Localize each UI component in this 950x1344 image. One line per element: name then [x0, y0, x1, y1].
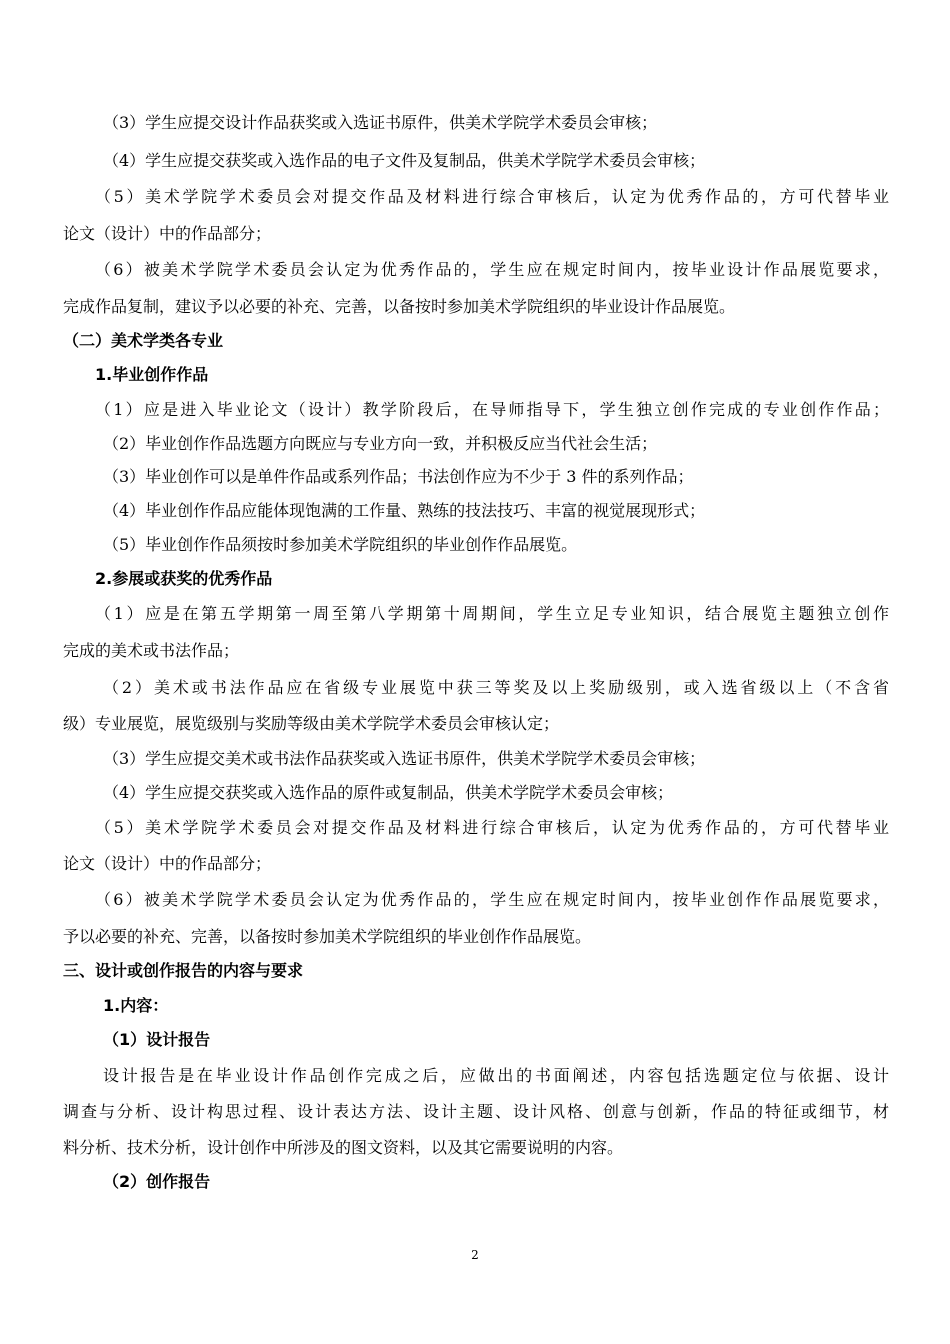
paragraph-line: 论文（设计）中的作品部分；	[63, 224, 272, 243]
paragraph-line: （3）学生应提交美术或书法作品获奖或入选证书原件，供美术学院学术委员会审核；	[103, 749, 706, 768]
paragraph-line: （4）学生应提交获奖或入选作品的原件或复制品，供美术学院学术委员会审核；	[103, 783, 674, 802]
paragraph-line: （6）被美术学院学术委员会认定为优秀作品的，学生应在规定时间内，按毕业创作作品展览要求，	[95, 890, 889, 909]
paragraph-line: （1）应是在第五学期第一周至第八学期第十周期间，学生立足专业知识，结合展览主题独立创作	[95, 604, 889, 623]
paragraph-line: 料分析、技术分析，设计创作中所涉及的图文资料，以及其它需要说明的内容。	[63, 1138, 624, 1157]
paragraph-line: （6）被美术学院学术委员会认定为优秀作品的，学生应在规定时间内，按毕业设计作品展览要求，	[95, 260, 889, 279]
subsection-heading: （1）设计报告	[103, 1030, 211, 1049]
paragraph-line: 级）专业展览，展览级别与奖励等级由美术学院学术委员会审核认定；	[63, 714, 560, 733]
paragraph-line: 调查与分析、设计构思过程、设计表达方法、设计主题、设计风格、创意与创新，作品的特征或细节，材	[63, 1102, 889, 1121]
section-heading: 三、设计或创作报告的内容与要求	[63, 961, 304, 980]
paragraph-line: 完成的美术或书法作品；	[63, 641, 240, 660]
paragraph-line: （3）学生应提交设计作品获奖或入选证书原件，供美术学院学术委员会审核；	[103, 113, 658, 132]
page-number: 2	[471, 1248, 479, 1262]
paragraph-line: （2）美术或书法作品应在省级专业展览中获三等奖及以上奖励级别，或入选省级以上（不含省	[103, 678, 889, 697]
paragraph-line: （5）美术学院学术委员会对提交作品及材料进行综合审核后，认定为优秀作品的，方可代替毕业	[95, 187, 889, 206]
paragraph-line: （5）美术学院学术委员会对提交作品及材料进行综合审核后，认定为优秀作品的，方可代替毕业	[95, 818, 889, 837]
paragraph-line: （5）毕业创作作品须按时参加美术学院组织的毕业创作作品展览。	[103, 535, 578, 554]
section-heading: （二）美术学类各专业	[63, 331, 224, 350]
paragraph-line: （3）毕业创作可以是单件作品或系列作品；书法创作应为不少于 3 件的系列作品；	[103, 467, 694, 486]
paragraph-line: （4）毕业创作作品应能体现饱满的工作量、熟练的技法技巧、丰富的视觉展现形式；	[103, 501, 706, 520]
paragraph-line: 予以必要的补充、完善，以备按时参加美术学院组织的毕业创作作品展览。	[63, 927, 592, 946]
paragraph-line: 设计报告是在毕业设计作品创作完成之后，应做出的书面阐述，内容包括选题定位与依据、设计	[103, 1066, 889, 1085]
paragraph-line: 论文（设计）中的作品部分；	[63, 854, 272, 873]
subsection-heading: 2.参展或获奖的优秀作品	[95, 569, 273, 588]
subsection-heading: 1.毕业创作作品	[95, 365, 209, 384]
paragraph-line: （2）毕业创作作品选题方向既应与专业方向一致，并积极反应当代社会生活；	[103, 434, 658, 453]
paragraph-line: （1）应是进入毕业论文（设计）教学阶段后，在导师指导下，学生独立创作完成的专业创作作品；	[95, 400, 889, 419]
paragraph-line: （4）学生应提交获奖或入选作品的电子文件及复制品，供美术学院学术委员会审核；	[103, 151, 706, 170]
paragraph-line: 完成作品复制，建议予以必要的补充、完善，以备按时参加美术学院组织的毕业设计作品展览。	[63, 297, 736, 316]
subsection-heading: （2）创作报告	[103, 1172, 211, 1191]
subsection-heading: 1.内容：	[103, 996, 169, 1015]
